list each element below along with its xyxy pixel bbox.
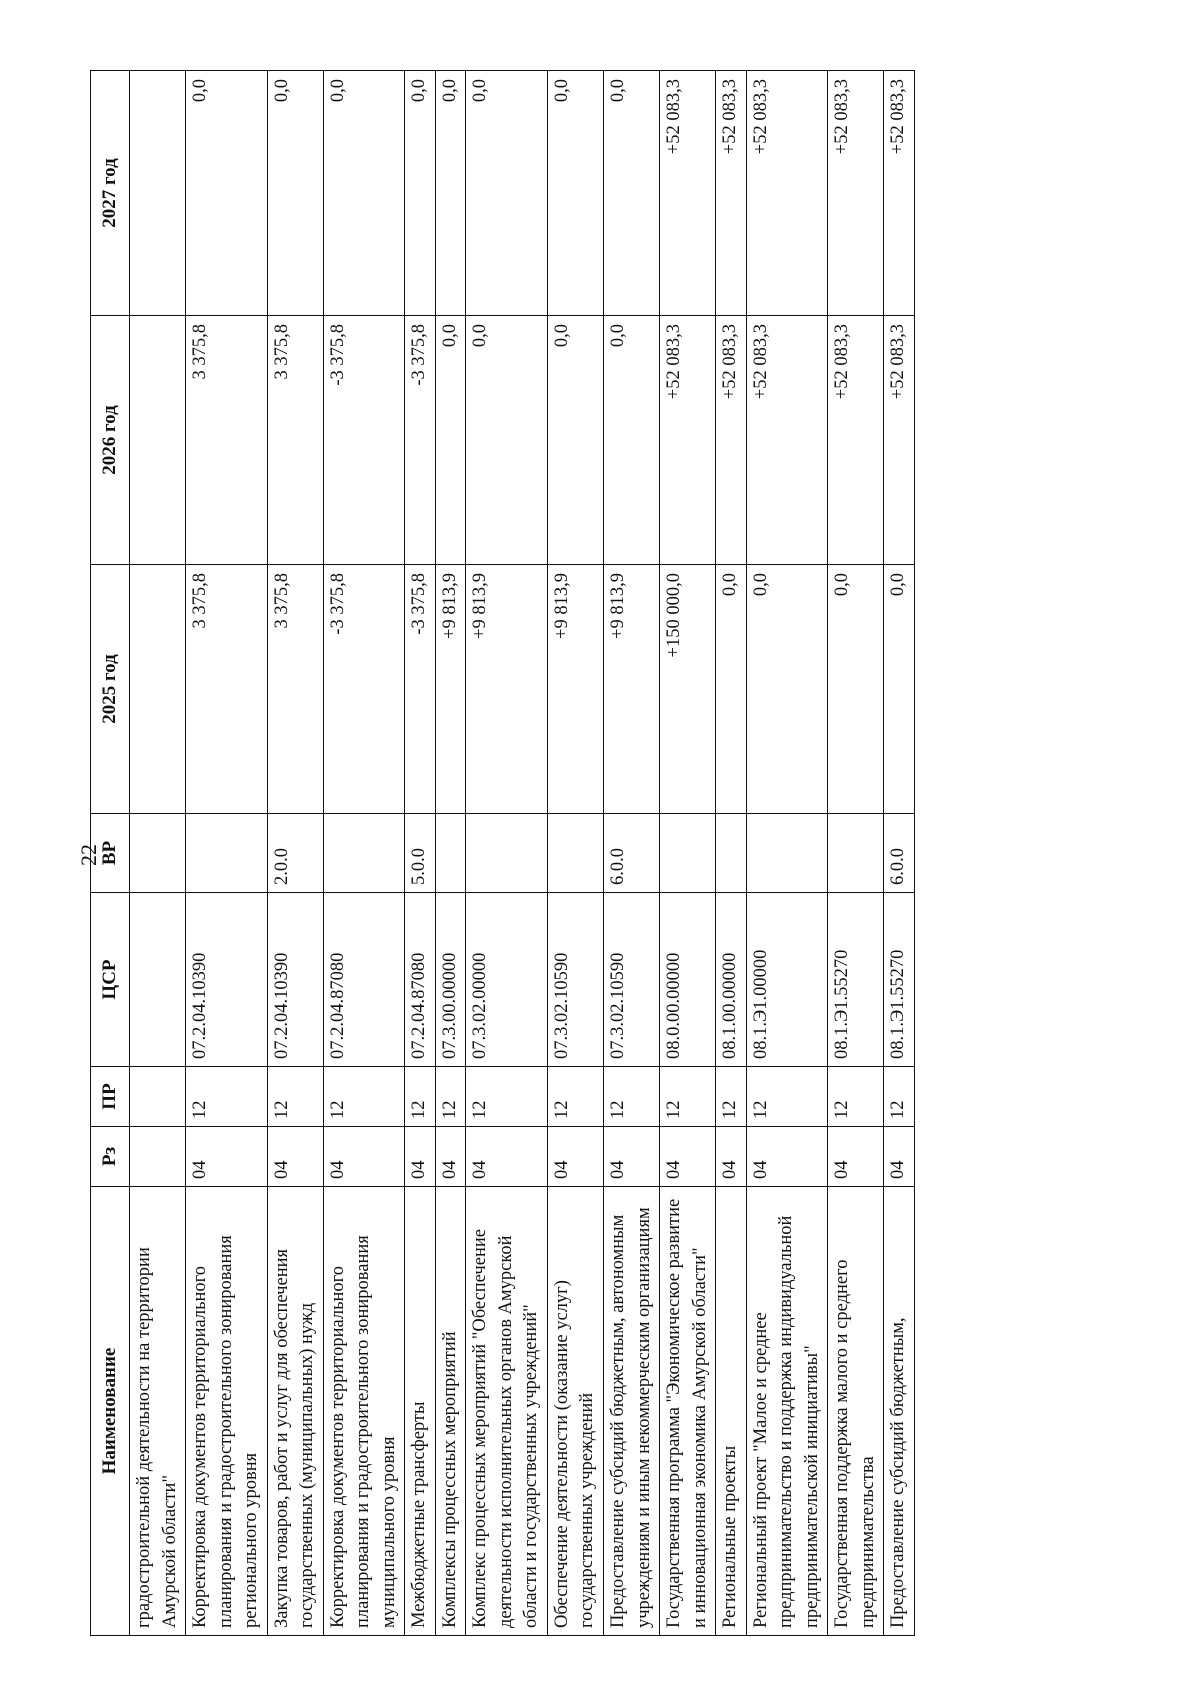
cell-vr: 6.0.0 bbox=[603, 813, 659, 892]
cell-pr: 12 bbox=[603, 1066, 659, 1126]
cell-pr: 12 bbox=[185, 1066, 267, 1126]
cell-2027: 0,0 bbox=[185, 70, 267, 315]
cell-rz: 04 bbox=[435, 1126, 466, 1186]
cell-pr: 12 bbox=[827, 1066, 883, 1126]
cell-pr: 12 bbox=[435, 1066, 466, 1126]
table-row bbox=[715, 70, 746, 1635]
cell-rz: 04 bbox=[267, 1126, 323, 1186]
cell-rz: 04 bbox=[715, 1126, 746, 1186]
cell-2025: +9 813,9 bbox=[465, 564, 547, 813]
cell-vr bbox=[185, 813, 267, 892]
cell-2027: 0,0 bbox=[404, 70, 435, 315]
cell-name: Комплекс процессных мероприятий "Обеспечение деятельности исполнительных органов Амурской области и государственных учреждений" bbox=[465, 1186, 547, 1635]
cell-rz: 04 bbox=[746, 1126, 828, 1186]
cell-2026: 3 375,8 bbox=[267, 315, 323, 564]
cell-csr: 08.1.Э1.55270 bbox=[827, 892, 883, 1066]
table-row bbox=[659, 70, 715, 1635]
cell-2026: +52 083,3 bbox=[715, 315, 746, 564]
col-header-vr: ВР bbox=[90, 813, 129, 892]
cell-pr: 12 bbox=[323, 1066, 405, 1126]
cell-rz: 04 bbox=[465, 1126, 547, 1186]
page-number: 22 bbox=[76, 844, 101, 866]
cell-2027: 0,0 bbox=[435, 70, 466, 315]
table-row bbox=[883, 70, 914, 1635]
cell-2026: 0,0 bbox=[435, 315, 466, 564]
table-row bbox=[185, 70, 267, 1635]
cell-vr bbox=[547, 813, 603, 892]
cell-csr: 07.3.02.10590 bbox=[547, 892, 603, 1066]
table-row bbox=[267, 70, 323, 1635]
budget-table bbox=[90, 70, 915, 1636]
cell-2026: -3 375,8 bbox=[323, 315, 405, 564]
cell-2025: -3 375,8 bbox=[404, 564, 435, 813]
cell-vr bbox=[323, 813, 405, 892]
cell-csr: 08.1.00.00000 bbox=[715, 892, 746, 1066]
cell-rz: 04 bbox=[827, 1126, 883, 1186]
cell-name: Государственная программа "Экономическое развитие и инновационная экономика Амурской области" bbox=[659, 1186, 715, 1635]
cell-rz: 04 bbox=[547, 1126, 603, 1186]
cell-2026: 0,0 bbox=[603, 315, 659, 564]
table-row bbox=[547, 70, 603, 1635]
cell-2027: 0,0 bbox=[323, 70, 405, 315]
cell-2025: 0,0 bbox=[827, 564, 883, 813]
cell-name: Региональные проекты bbox=[715, 1186, 746, 1635]
cell-2026: 3 375,8 bbox=[185, 315, 267, 564]
col-header-pr: ПР bbox=[90, 1066, 129, 1126]
cell-csr: 07.3.00.00000 bbox=[435, 892, 466, 1066]
cell-vr bbox=[435, 813, 466, 892]
cell-csr: 08.0.00.00000 bbox=[659, 892, 715, 1066]
table-row bbox=[404, 70, 435, 1635]
cell-2027 bbox=[129, 70, 185, 315]
cell-2025: 3 375,8 bbox=[185, 564, 267, 813]
cell-rz: 04 bbox=[185, 1126, 267, 1186]
col-header-rz: Рз bbox=[90, 1126, 129, 1186]
cell-2027: 0,0 bbox=[603, 70, 659, 315]
cell-2025: +9 813,9 bbox=[547, 564, 603, 813]
cell-rz bbox=[129, 1126, 185, 1186]
cell-name: Корректировка документов территориального планирования и градостроительного зонирования регионального уровня bbox=[185, 1186, 267, 1635]
cell-2026: +52 083,3 bbox=[659, 315, 715, 564]
cell-pr bbox=[129, 1066, 185, 1126]
table-row bbox=[827, 70, 883, 1635]
cell-2025: +150 000,0 bbox=[659, 564, 715, 813]
cell-pr: 12 bbox=[465, 1066, 547, 1126]
table-row bbox=[129, 70, 185, 1635]
cell-name: Обеспечение деятельности (оказание услуг) государственных учреждений bbox=[547, 1186, 603, 1635]
table-row bbox=[465, 70, 547, 1635]
cell-csr: 08.1.Э1.55270 bbox=[883, 892, 914, 1066]
cell-csr: 07.2.04.10390 bbox=[267, 892, 323, 1066]
cell-pr: 12 bbox=[267, 1066, 323, 1126]
col-header-2027: 2027 год bbox=[90, 70, 129, 315]
cell-2025: 0,0 bbox=[883, 564, 914, 813]
table-row bbox=[746, 70, 828, 1635]
cell-rz: 04 bbox=[883, 1126, 914, 1186]
cell-name: Региональный проект "Малое и среднее предпринимательство и поддержка индивидуальной предпринимательской инициативы" bbox=[746, 1186, 828, 1635]
cell-2025: 3 375,8 bbox=[267, 564, 323, 813]
cell-vr bbox=[715, 813, 746, 892]
cell-2026: +52 083,3 bbox=[883, 315, 914, 564]
cell-vr bbox=[465, 813, 547, 892]
cell-2026: +52 083,3 bbox=[827, 315, 883, 564]
cell-2025: +9 813,9 bbox=[435, 564, 466, 813]
cell-2027: +52 083,3 bbox=[827, 70, 883, 315]
cell-rz: 04 bbox=[603, 1126, 659, 1186]
cell-2027: +52 083,3 bbox=[659, 70, 715, 315]
cell-2026: 0,0 bbox=[465, 315, 547, 564]
table-body bbox=[129, 70, 913, 1635]
cell-2026: -3 375,8 bbox=[404, 315, 435, 564]
header-row bbox=[90, 70, 129, 1635]
cell-name: Государственная поддержка малого и среднего предпринимательства bbox=[827, 1186, 883, 1635]
budget-table-container bbox=[90, 71, 1111, 1636]
col-header-2026: 2026 год bbox=[90, 315, 129, 564]
cell-name: Предоставление субсидий бюджетным, автономным учреждениям и иным некоммерческим организациям bbox=[603, 1186, 659, 1635]
cell-csr: 08.1.Э1.00000 bbox=[746, 892, 828, 1066]
cell-2027: 0,0 bbox=[465, 70, 547, 315]
cell-name: Закупка товаров, работ и услуг для обеспечения государственных (муниципальных) нужд bbox=[267, 1186, 323, 1635]
cell-csr: 07.3.02.00000 bbox=[465, 892, 547, 1066]
cell-pr: 12 bbox=[883, 1066, 914, 1126]
cell-csr: 07.2.04.10390 bbox=[185, 892, 267, 1066]
cell-2025: 0,0 bbox=[746, 564, 828, 813]
cell-vr bbox=[827, 813, 883, 892]
table-row bbox=[323, 70, 405, 1635]
cell-vr bbox=[129, 813, 185, 892]
cell-pr: 12 bbox=[659, 1066, 715, 1126]
cell-csr: 07.3.02.10590 bbox=[603, 892, 659, 1066]
cell-csr: 07.2.04.87080 bbox=[404, 892, 435, 1066]
cell-rz: 04 bbox=[659, 1126, 715, 1186]
cell-2025: -3 375,8 bbox=[323, 564, 405, 813]
cell-name: Корректировка документов территориального планирования и градостроительного зонирования муниципального уровня bbox=[323, 1186, 405, 1635]
cell-name: градостроительной деятельности на территории Амурской области" bbox=[129, 1186, 185, 1635]
cell-2027: 0,0 bbox=[547, 70, 603, 315]
col-header-2025: 2025 год bbox=[90, 564, 129, 813]
cell-rz: 04 bbox=[323, 1126, 405, 1186]
cell-name: Межбюджетные трансферты bbox=[404, 1186, 435, 1635]
table-row bbox=[603, 70, 659, 1635]
cell-pr: 12 bbox=[404, 1066, 435, 1126]
cell-2025: 0,0 bbox=[715, 564, 746, 813]
cell-2026 bbox=[129, 315, 185, 564]
cell-vr: 6.0.0 bbox=[883, 813, 914, 892]
cell-2026: +52 083,3 bbox=[746, 315, 828, 564]
cell-pr: 12 bbox=[547, 1066, 603, 1126]
cell-name: Комплексы процессных мероприятий bbox=[435, 1186, 466, 1635]
cell-2027: +52 083,3 bbox=[746, 70, 828, 315]
cell-2027: 0,0 bbox=[267, 70, 323, 315]
cell-vr bbox=[659, 813, 715, 892]
cell-pr: 12 bbox=[746, 1066, 828, 1126]
cell-pr: 12 bbox=[715, 1066, 746, 1126]
cell-csr: 07.2.04.87080 bbox=[323, 892, 405, 1066]
cell-csr bbox=[129, 892, 185, 1066]
cell-2027: +52 083,3 bbox=[883, 70, 914, 315]
cell-2026: 0,0 bbox=[547, 315, 603, 564]
cell-vr: 5.0.0 bbox=[404, 813, 435, 892]
cell-2027: +52 083,3 bbox=[715, 70, 746, 315]
cell-vr bbox=[746, 813, 828, 892]
cell-rz: 04 bbox=[404, 1126, 435, 1186]
cell-name: Предоставление субсидий бюджетным, bbox=[883, 1186, 914, 1635]
table-row bbox=[435, 70, 466, 1635]
cell-vr: 2.0.0 bbox=[267, 813, 323, 892]
cell-2025: +9 813,9 bbox=[603, 564, 659, 813]
col-header-name: Наименование bbox=[90, 1186, 129, 1635]
cell-2025 bbox=[129, 564, 185, 813]
col-header-csr: ЦСР bbox=[90, 892, 129, 1066]
